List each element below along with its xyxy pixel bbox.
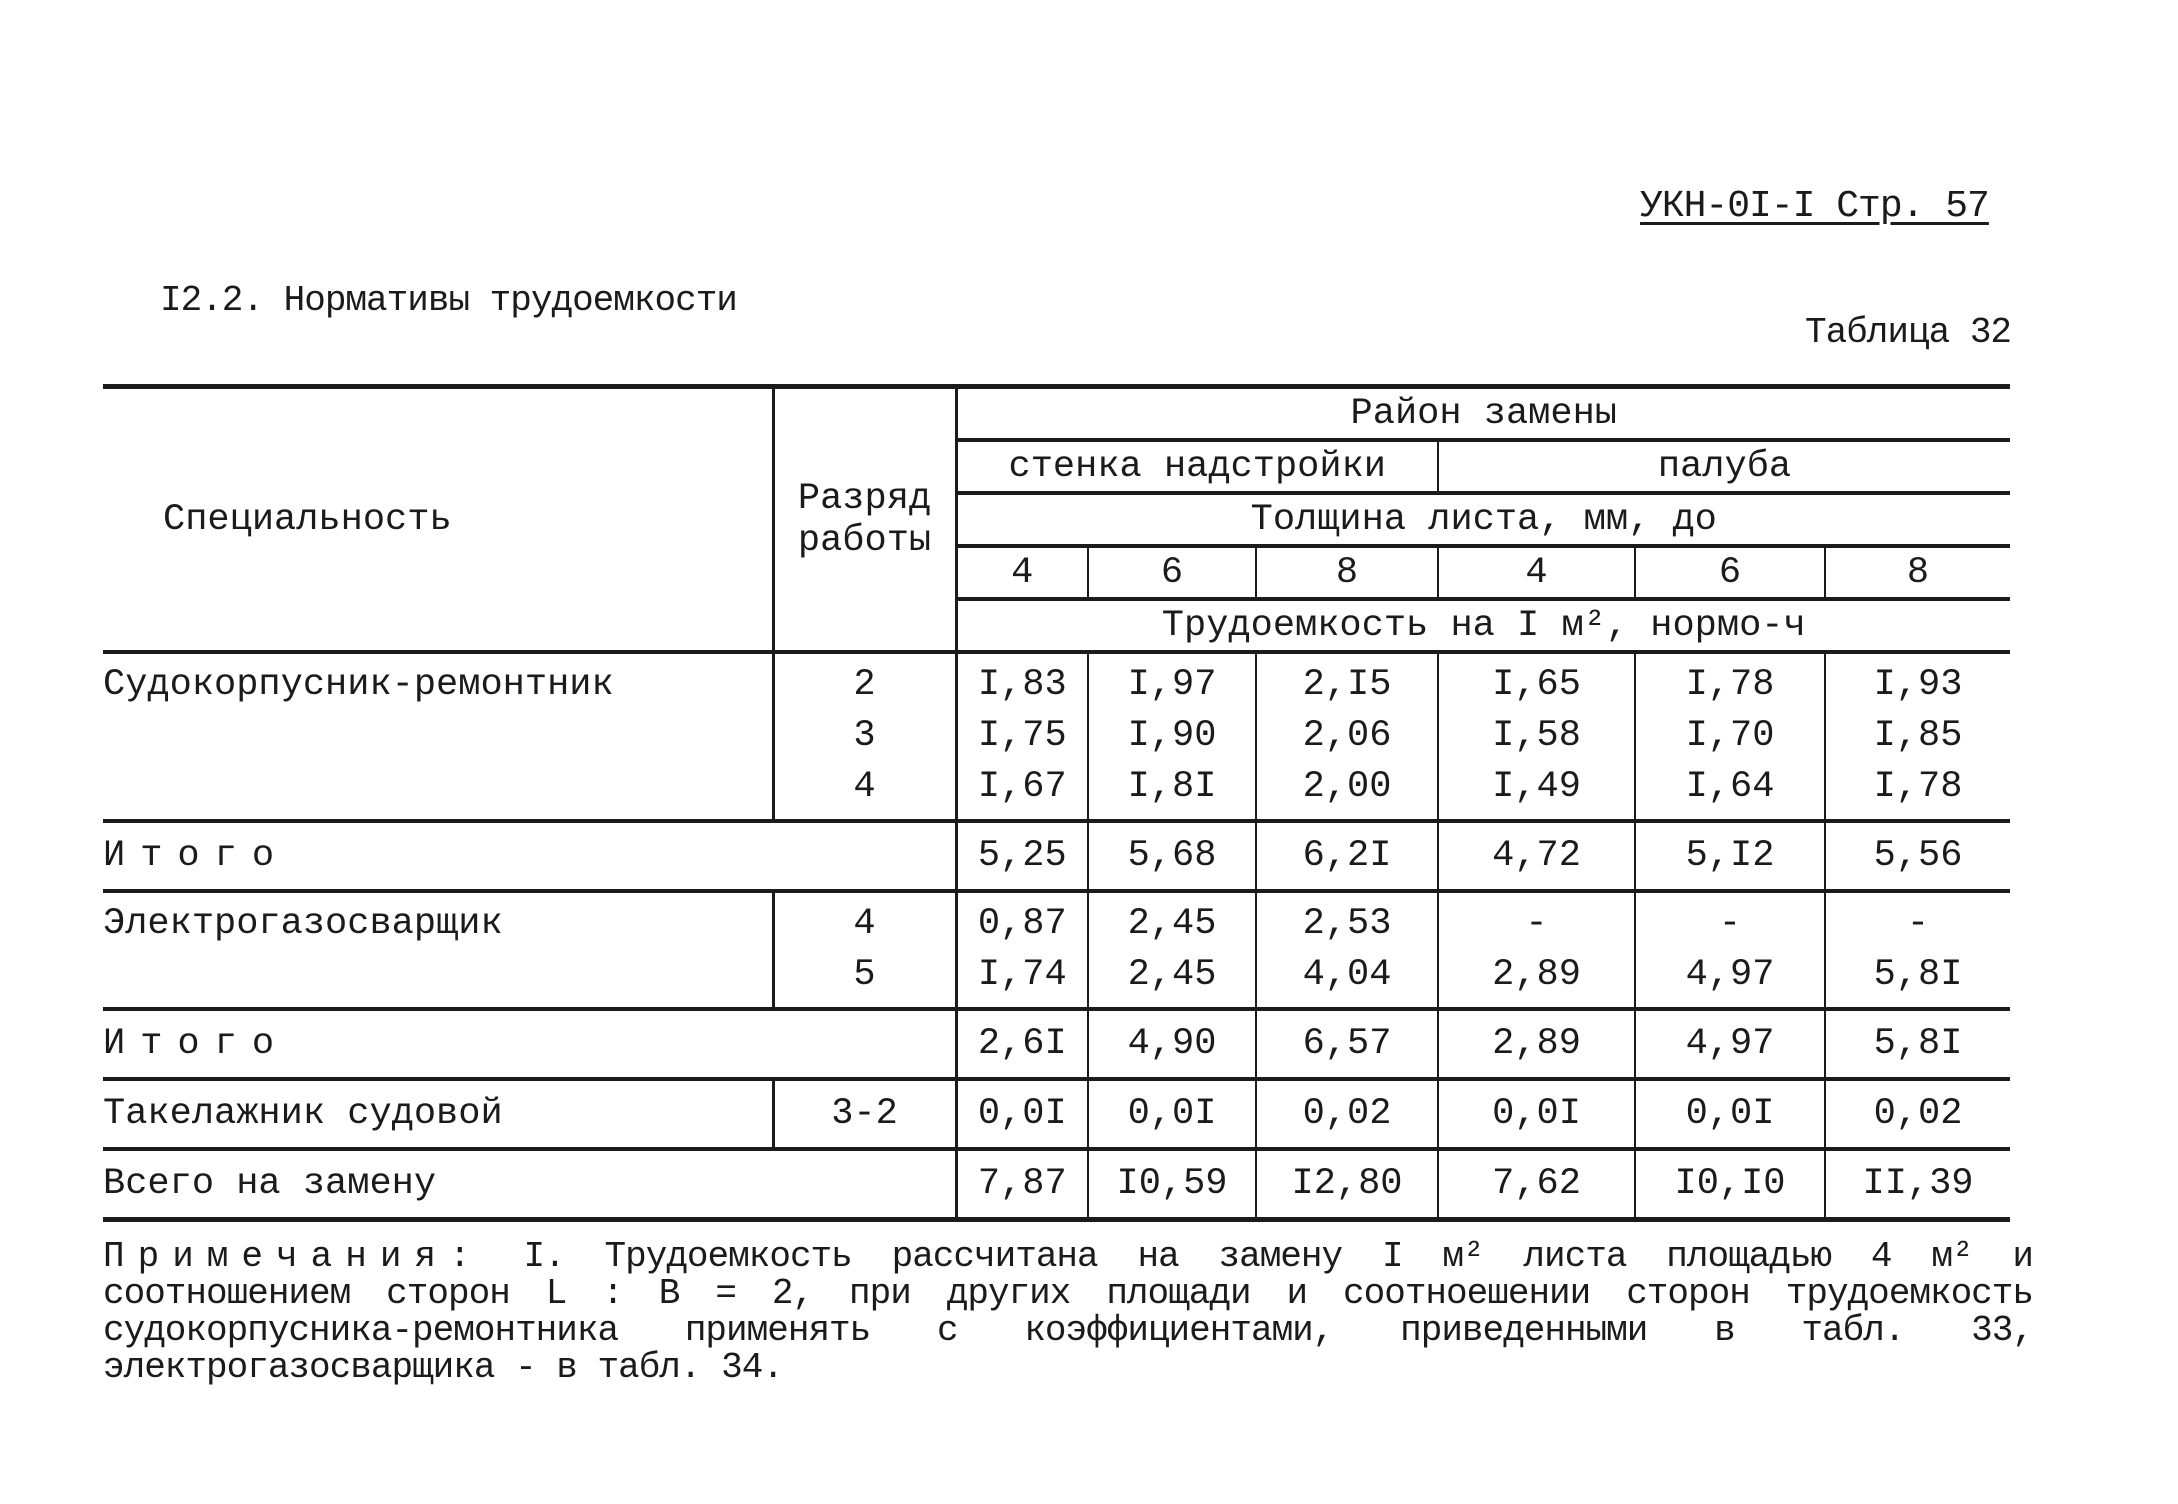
thickness-value: 4 bbox=[956, 546, 1088, 599]
row-name: Электрогазосварщик bbox=[103, 891, 773, 1009]
value: 2,I5 bbox=[1302, 664, 1392, 706]
total-value: 5,68 bbox=[1088, 821, 1256, 891]
grade-value: 3 bbox=[853, 715, 876, 757]
value-cell bbox=[1256, 891, 1438, 1009]
header-area-deck: палуба bbox=[1438, 440, 2010, 493]
total-label: Итого bbox=[103, 821, 956, 891]
header-labor-unit: Трудоемкость на I м², нормо-ч bbox=[1161, 604, 1806, 647]
grand-total-value: II,39 bbox=[1825, 1149, 2010, 1220]
thickness-value: 8 bbox=[1256, 546, 1438, 599]
value: 0,0I bbox=[956, 1079, 1088, 1149]
value: 5,8I bbox=[1873, 954, 1963, 996]
grade-value: 2 bbox=[853, 664, 876, 706]
total-value: 4,97 bbox=[1635, 1009, 1825, 1079]
value: 2,06 bbox=[1302, 715, 1392, 757]
header-thickness: Толщина листа, мм, до bbox=[956, 493, 2010, 546]
value: - bbox=[1525, 903, 1548, 945]
total-value: 4,90 bbox=[1088, 1009, 1256, 1079]
row-welder bbox=[103, 891, 2010, 1009]
value: 2,53 bbox=[1302, 903, 1392, 945]
row-name: Такелажник судовой bbox=[103, 1079, 773, 1149]
value-cell bbox=[1825, 891, 2010, 1009]
total-value: 6,2I bbox=[1256, 821, 1438, 891]
header-grade bbox=[773, 387, 956, 653]
total-value: 5,56 bbox=[1825, 821, 2010, 891]
row-rigger bbox=[103, 1079, 2010, 1149]
notes-text: I. Трудоемкость рассчитана на замену I м² листа площадью 4 м² и соотношением сторон L : В = 2, при других площади и соотноешении сторон трудоемкость судокорпусника-ремонтника применять с коэффициентами, приведенными в табл. 33, электрогазосварщика - в табл. 34. bbox=[103, 1236, 2033, 1388]
row-total-1 bbox=[103, 821, 2010, 891]
notes bbox=[103, 1238, 2033, 1386]
value: I,93 bbox=[1873, 664, 1963, 706]
value: 0,0I bbox=[1088, 1079, 1256, 1149]
value-cell bbox=[1635, 891, 1825, 1009]
value: - bbox=[1718, 903, 1742, 945]
value-cell bbox=[1438, 652, 1635, 821]
thickness-value: 4 bbox=[1438, 546, 1635, 599]
value: I,78 bbox=[1873, 766, 1963, 808]
value: I,64 bbox=[1685, 766, 1775, 808]
value: I,85 bbox=[1873, 715, 1963, 757]
header-grade-line2: работы bbox=[797, 519, 932, 562]
page-code: УКН-0I-I Стр. 57 bbox=[1640, 185, 1989, 228]
row-grand-total bbox=[103, 1149, 2010, 1220]
total-value: 5,8I bbox=[1825, 1009, 2010, 1079]
thickness-value: 8 bbox=[1825, 546, 2010, 599]
grand-total-label: Всего на замену bbox=[103, 1149, 956, 1220]
table-number: Таблица 32 bbox=[1805, 312, 2012, 353]
value: I,65 bbox=[1492, 664, 1581, 706]
header-speciality: Специальность bbox=[103, 387, 773, 653]
value: I,90 bbox=[1127, 715, 1217, 757]
header-area: Район замены bbox=[956, 387, 2010, 441]
value-cell bbox=[1088, 652, 1256, 821]
value: I,78 bbox=[1685, 664, 1775, 706]
value-cell bbox=[956, 891, 1088, 1009]
header-row-area bbox=[103, 387, 2010, 441]
total-value: 6,57 bbox=[1256, 1009, 1438, 1079]
grade-value: 3-2 bbox=[773, 1079, 956, 1149]
grade-value: 5 bbox=[853, 954, 876, 996]
grand-total-value: I0,I0 bbox=[1635, 1149, 1825, 1220]
value: 2,00 bbox=[1302, 766, 1392, 808]
value: I,49 bbox=[1492, 766, 1581, 808]
value: I,74 bbox=[977, 954, 1067, 996]
header-grade-line1: Разряд bbox=[797, 477, 932, 520]
row-total-2 bbox=[103, 1009, 2010, 1079]
grade-cell bbox=[773, 652, 956, 821]
grade-value: 4 bbox=[853, 903, 876, 945]
grade-cell bbox=[773, 891, 956, 1009]
header-area-wall: стенка надстройки bbox=[956, 440, 1438, 493]
value: I,67 bbox=[977, 766, 1067, 808]
value-cell bbox=[956, 652, 1088, 821]
value: 2,45 bbox=[1127, 903, 1217, 945]
value: 0,0I bbox=[1438, 1079, 1635, 1149]
value: - bbox=[1906, 903, 1930, 945]
value: 0,02 bbox=[1825, 1079, 2010, 1149]
value-cell bbox=[1256, 652, 1438, 821]
total-value: 2,6I bbox=[956, 1009, 1088, 1079]
value: I,97 bbox=[1127, 664, 1217, 706]
value: I,8I bbox=[1127, 766, 1217, 808]
row-hull-repairer bbox=[103, 652, 2010, 821]
row-name: Судокорпусник-ремонтник bbox=[103, 652, 773, 821]
grand-total-value: I2,80 bbox=[1256, 1149, 1438, 1220]
total-value: 5,25 bbox=[956, 821, 1088, 891]
total-label: Итого bbox=[103, 1009, 956, 1079]
notes-label: Примечания: bbox=[103, 1236, 484, 1277]
value-cell bbox=[1825, 652, 2010, 821]
grand-total-value: 7,87 bbox=[956, 1149, 1088, 1220]
grand-total-value: I0,59 bbox=[1088, 1149, 1256, 1220]
value: 2,45 bbox=[1127, 954, 1217, 996]
value: 2,89 bbox=[1492, 954, 1581, 996]
labor-norms-table bbox=[103, 384, 2010, 1222]
total-value: 2,89 bbox=[1438, 1009, 1635, 1079]
value: I,58 bbox=[1492, 715, 1581, 757]
value: I,75 bbox=[977, 715, 1067, 757]
value: 0,87 bbox=[977, 903, 1067, 945]
value: 4,97 bbox=[1685, 954, 1775, 996]
value: 4,04 bbox=[1302, 954, 1392, 996]
section-title: I2.2. Нормативы трудоемкости bbox=[160, 280, 737, 321]
value: 0,0I bbox=[1635, 1079, 1825, 1149]
value: I,70 bbox=[1685, 715, 1775, 757]
value-cell bbox=[1635, 652, 1825, 821]
total-value: 5,I2 bbox=[1635, 821, 1825, 891]
total-value: 4,72 bbox=[1438, 821, 1635, 891]
thickness-value: 6 bbox=[1635, 546, 1825, 599]
grand-total-value: 7,62 bbox=[1438, 1149, 1635, 1220]
value-cell bbox=[1438, 891, 1635, 1009]
value-cell bbox=[1088, 891, 1256, 1009]
thickness-value: 6 bbox=[1088, 546, 1256, 599]
grade-value: 4 bbox=[853, 766, 876, 808]
value: I,83 bbox=[977, 664, 1067, 706]
value: 0,02 bbox=[1256, 1079, 1438, 1149]
notes-paragraph bbox=[103, 1238, 2033, 1386]
